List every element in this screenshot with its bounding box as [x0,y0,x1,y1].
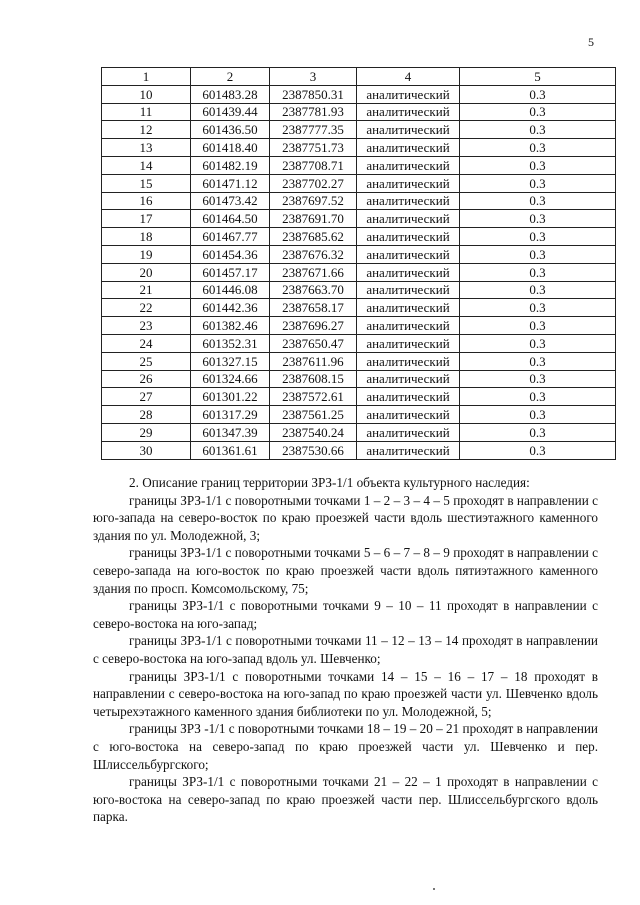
table-cell: 0.3 [460,388,616,406]
table-row [102,263,616,281]
table-cell: 601324.66 [191,370,270,388]
table-cell: 2387540.24 [270,423,357,441]
table-cell: 0.3 [460,352,616,370]
boundary-description [93,474,598,826]
table-row [102,406,616,424]
boundary-paragraph: границы ЗРЗ-1/1 с поворотными точками 21 – 22 – 1 проходят в направлении с юго-востока на северо-запад по краю проезжей части пер. Шлиссельбургского вдоль парка. [93,774,598,825]
table-cell: 28 [102,406,191,424]
section-title: 2. Описание границ территории ЗРЗ-1/1 объекта культурного наследия: [129,475,530,490]
table-cell: 601418.40 [191,139,270,157]
table-row [102,281,616,299]
table-cell: 27 [102,388,191,406]
table-row [102,299,616,317]
table-row [102,139,616,157]
scan-mark [433,888,435,890]
table-cell: 20 [102,263,191,281]
table-cell: 0.3 [460,299,616,317]
table-cell: аналитический [357,281,460,299]
table-row [102,103,616,121]
table-cell: 2387671.66 [270,263,357,281]
table-row [102,423,616,441]
page-number: 5 [588,35,594,49]
table-cell: 2387696.27 [270,317,357,335]
table-cell: 601352.31 [191,334,270,352]
table-row [102,210,616,228]
table-cell: 0.3 [460,317,616,335]
table-cell: 19 [102,245,191,263]
table-cell: 601457.17 [191,263,270,281]
table-cell: 0.3 [460,210,616,228]
table-row [102,388,616,406]
table-cell: 0.3 [460,85,616,103]
table-cell: 14 [102,156,191,174]
table-cell: 0.3 [460,245,616,263]
table-cell: 601327.15 [191,352,270,370]
header-cell: 5 [460,68,616,86]
table-cell: 30 [102,441,191,459]
table-row [102,156,616,174]
table-cell: 0.3 [460,103,616,121]
table-cell: аналитический [357,245,460,263]
table-cell: 2387650.47 [270,334,357,352]
table-cell: 601439.44 [191,103,270,121]
table-cell: 10 [102,85,191,103]
table-cell: аналитический [357,139,460,157]
table-cell: 25 [102,352,191,370]
table-cell: 2387663.70 [270,281,357,299]
table-cell: 601483.28 [191,85,270,103]
table-cell: 22 [102,299,191,317]
table-cell: 0.3 [460,263,616,281]
table-cell: 2387781.93 [270,103,357,121]
table-cell: аналитический [357,210,460,228]
table-cell: 2387572.61 [270,388,357,406]
table-cell: 0.3 [460,281,616,299]
table-cell: 2387611.96 [270,352,357,370]
header-cell: 4 [357,68,460,86]
table-cell: аналитический [357,85,460,103]
table-header-row [102,68,616,86]
table-cell: аналитический [357,441,460,459]
table-cell: 601317.29 [191,406,270,424]
table-cell: 601436.50 [191,121,270,139]
table-cell: 601473.42 [191,192,270,210]
boundary-paragraph: границы ЗРЗ-1/1 с поворотными точками 9 – 10 – 11 проходят в направлении с северо-востока на юго-запад; [93,598,598,631]
table-cell: 601382.46 [191,317,270,335]
table-cell: 12 [102,121,191,139]
table-cell: аналитический [357,103,460,121]
boundary-paragraph: границы ЗРЗ-1/1 с поворотными точками 1 – 2 – 3 – 4 – 5 проходят в направлении с юго-запада на северо-восток по краю проезжей части вдоль шестиэтажного каменного здания по ул. Молодежной, 3; [93,492,598,543]
table-row [102,334,616,352]
table-cell: 2387691.70 [270,210,357,228]
table-cell: аналитический [357,299,460,317]
table-cell: аналитический [357,370,460,388]
table-row [102,441,616,459]
table-cell: 2387850.31 [270,85,357,103]
boundary-paragraph: границы ЗРЗ -1/1 с поворотными точками 18 – 19 – 20 – 21 проходят в направлении с юго-востока на северо-запад по краю проезжей части ул. Шевченко и пер. Шлиссельбургского; [93,721,598,772]
table-cell: 17 [102,210,191,228]
table-row [102,317,616,335]
table-row [102,85,616,103]
table-cell: 13 [102,139,191,157]
table-row [102,121,616,139]
table-cell: аналитический [357,406,460,424]
table-cell: 0.3 [460,121,616,139]
paragraph-list [93,492,598,826]
table-cell: 2387697.52 [270,192,357,210]
table-cell: 26 [102,370,191,388]
table-cell: аналитический [357,192,460,210]
table-cell: 2387608.15 [270,370,357,388]
table-cell: аналитический [357,174,460,192]
table-cell: 2387685.62 [270,228,357,246]
boundary-paragraph: границы ЗРЗ-1/1 с поворотными точками 11 – 12 – 13 – 14 проходят в направлении с северо-востока на юго-запад вдоль ул. Шевченко; [93,633,598,666]
table-row [102,228,616,246]
table-cell: 2387751.73 [270,139,357,157]
table-cell: аналитический [357,334,460,352]
table-cell: аналитический [357,352,460,370]
table-cell: 18 [102,228,191,246]
coordinates-table [101,67,616,460]
table-row [102,192,616,210]
header-cell: 2 [191,68,270,86]
table-cell: 601361.61 [191,441,270,459]
table-cell: аналитический [357,263,460,281]
header-cell: 3 [270,68,357,86]
table-cell: 11 [102,103,191,121]
table-cell: 2387561.25 [270,406,357,424]
table-cell: 21 [102,281,191,299]
table-cell: аналитический [357,156,460,174]
table-cell: 2387530.66 [270,441,357,459]
table-cell: 0.3 [460,406,616,424]
table-cell: 15 [102,174,191,192]
table-cell: аналитический [357,228,460,246]
table-cell: 601464.50 [191,210,270,228]
table-cell: 0.3 [460,370,616,388]
table-cell: 601347.39 [191,423,270,441]
table-cell: 2387658.17 [270,299,357,317]
table-cell: 0.3 [460,423,616,441]
table-row [102,370,616,388]
table-cell: 2387702.27 [270,174,357,192]
table-cell: аналитический [357,121,460,139]
table-cell: аналитический [357,423,460,441]
table-cell: 0.3 [460,228,616,246]
table-cell: 16 [102,192,191,210]
table-cell: 601442.36 [191,299,270,317]
boundary-paragraph: границы ЗРЗ-1/1 с поворотными точками 5 – 6 – 7 – 8 – 9 проходят в направлении с северо-запада на юго-восток по краю проезжей части вдоль пятиэтажного каменного здания по просп. Комсомольскому, 75; [93,545,598,596]
table-cell: 0.3 [460,441,616,459]
table-cell: 2387676.32 [270,245,357,263]
table-row [102,352,616,370]
table-cell: 29 [102,423,191,441]
table-cell: 24 [102,334,191,352]
table-cell: аналитический [357,317,460,335]
table-cell: 601301.22 [191,388,270,406]
table-row [102,174,616,192]
table-cell: 0.3 [460,334,616,352]
table-cell: аналитический [357,388,460,406]
table-cell: 23 [102,317,191,335]
header-cell: 1 [102,68,191,86]
table-cell: 0.3 [460,156,616,174]
table-cell: 0.3 [460,174,616,192]
table-cell: 601482.19 [191,156,270,174]
table-cell: 0.3 [460,139,616,157]
table-cell: 601467.77 [191,228,270,246]
table-cell: 2387708.71 [270,156,357,174]
table-row [102,245,616,263]
table-cell: 2387777.35 [270,121,357,139]
table-cell: 601471.12 [191,174,270,192]
boundary-paragraph: границы ЗРЗ-1/1 с поворотными точками 14 – 15 – 16 – 17 – 18 проходят в направлении с северо-востока на юго-запад по краю проезжей части ул. Шевченко вдоль четырехэтажного каменного здания библиотеки по ул. Молодежной, 5; [93,668,598,719]
table-cell: 601454.36 [191,245,270,263]
table-cell: 601446.08 [191,281,270,299]
table-cell: 0.3 [460,192,616,210]
